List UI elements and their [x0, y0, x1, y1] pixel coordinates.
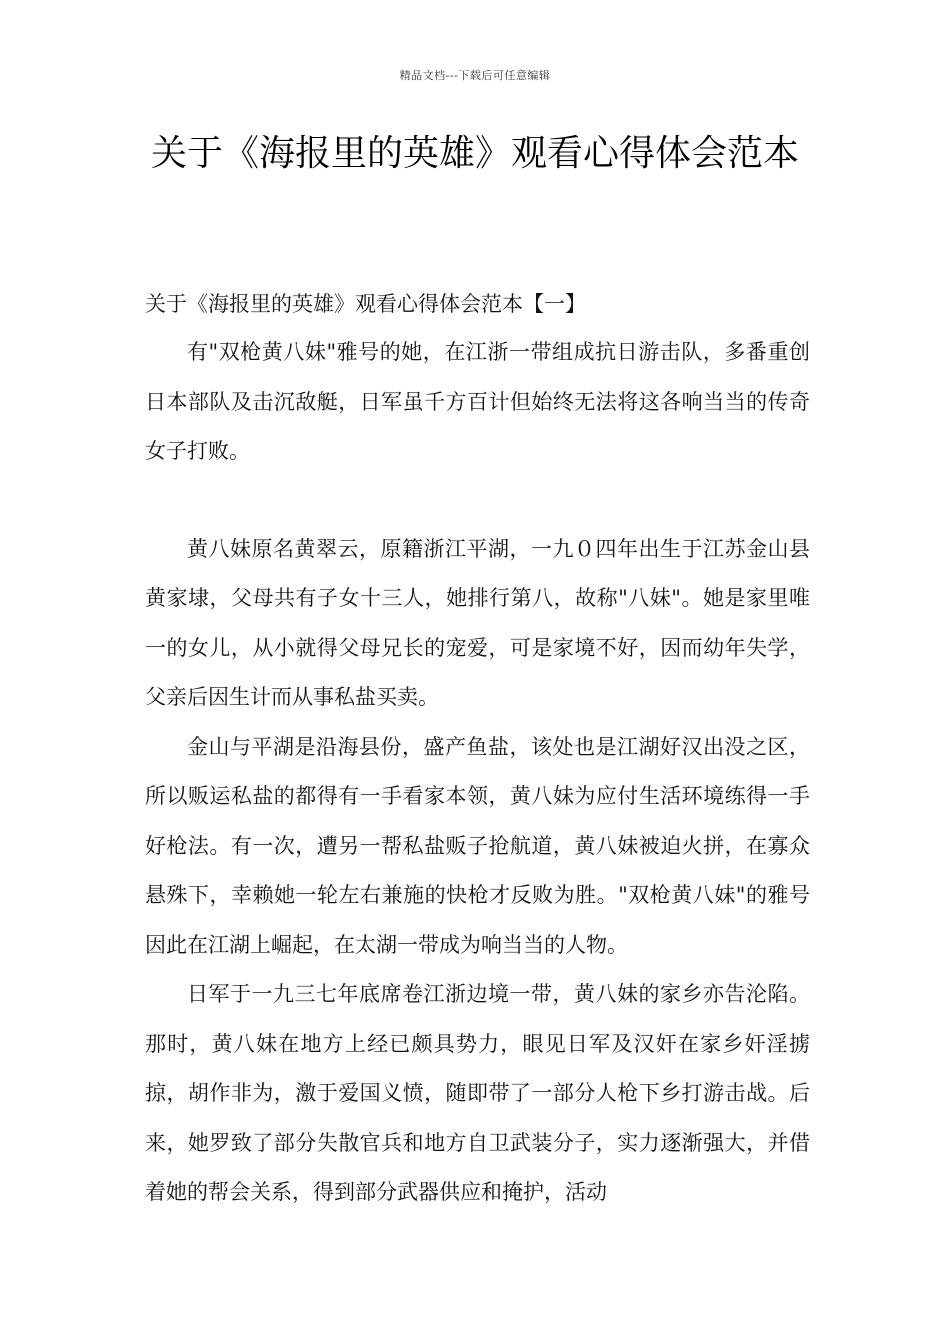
header-note: 精品文档---下载后可任意编辑: [399, 69, 551, 82]
document-title: 关于《海报里的英雄》观看心得体会范本: [150, 133, 799, 174]
paragraph-4: 日军于一九三七年底席卷江浙边境一带，黄八妹的家乡亦告沦陷。那时，黄八妹在地方上经已颇具势力，眼见日军及汉奸在家乡奸淫掳掠，胡作非为，激于爱国义愤，随即带了一部分人枪下乡打游击战。后来，她罗致了部分失散官兵和地方自卫武装分子，实力逐渐强大，并借着她的帮会关系，得到部分武器供应和掩护，活动: [145, 982, 810, 1204]
paragraph-3: 金山与平湖是沿海县份，盛产鱼盐，该处也是江湖好汉出没之区，所以贩运私盐的都得有一手看家本领，黄八妹为应付生活环境练得一手好枪法。有一次，遭另一帮私盐贩子抢航道，黄八妹被迫火拼，在寡众悬殊下，幸赖她一轮左右兼施的快枪才反败为胜。"双枪黄八妹"的雅号因此在江湖上崛起，在太湖一带成为响当当的人物。: [145, 734, 810, 957]
paragraph-1: 有"双枪黄八妹"雅号的她，在江浙一带组成抗日游击队，多番重创日本部队及击沉敌艇，日军虽千方百计但始终无法将这各响当当的传奇女子打败。: [145, 340, 810, 463]
document-body: [145, 280, 810, 1218]
section-heading: 关于《海报里的英雄》观看心得体会范本【一】: [145, 292, 586, 316]
paragraph-2: 黄八妹原名黄翠云，原籍浙江平湖，一九０四年出生于江苏金山县黄家埭，父母共有子女十三人，她排行第八，故称"八妹"。她是家里唯一的女儿，从小就得父母兄长的宠爱，可是家境不好，因而幼年失学，父亲后因生计而从事私盐买卖。: [145, 536, 810, 709]
